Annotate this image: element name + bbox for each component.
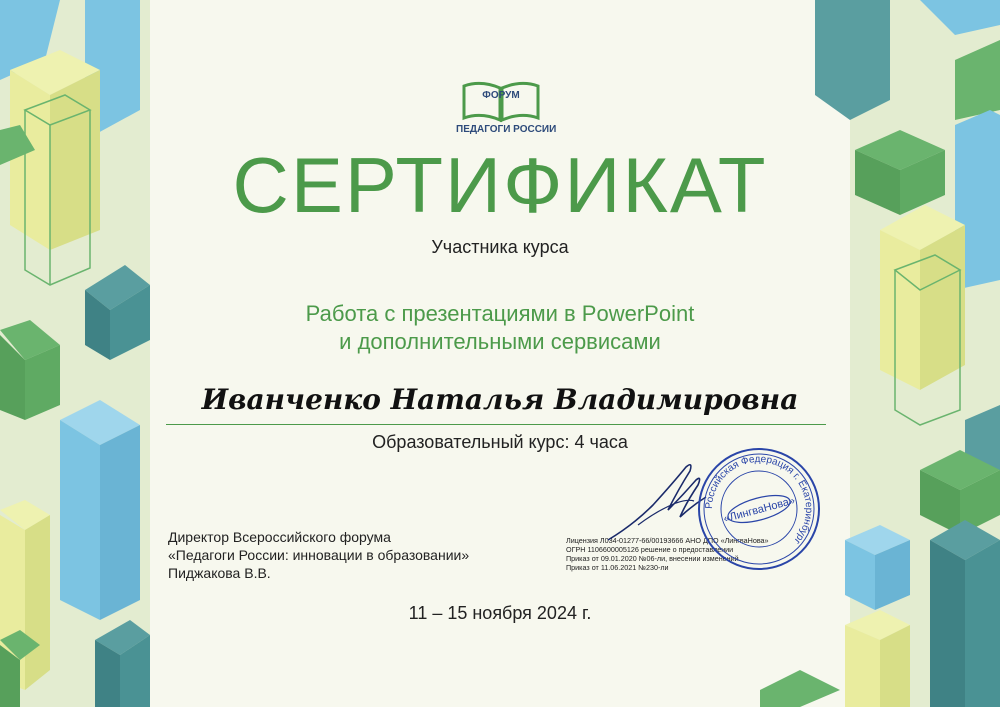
license-line-4: Приказ от 11.06.2021 №230-ли: [566, 563, 669, 572]
logo-text-teachers: ПЕДАГОГИ РОССИИ: [456, 124, 557, 135]
director-block: [168, 528, 469, 582]
director-title: Директор Всероссийского форума: [168, 529, 391, 545]
license-line-2: ОГРН 1106600005126 решение о предоставлении: [566, 545, 734, 554]
course-title-line-1: Работа с презентациями в PowerPoint: [305, 301, 695, 326]
certificate-title: СЕРТИФИКАТ: [232, 141, 768, 229]
director-forum-name: «Педагоги России: инновации в образовании»: [168, 547, 470, 563]
course-title-line-2: и дополнительными сервисами: [339, 329, 661, 354]
license-line-1: Лицензия Л034-01277-66/00193666 АНО ДПО «ЛингваНова»: [566, 536, 769, 545]
forum-logo: [456, 80, 557, 140]
name-underline: [166, 424, 826, 425]
seal-center-text: «ЛингваНова»: [722, 494, 797, 526]
seal-ring-text: Российская Федерация г. Екатеринбург: [703, 453, 815, 547]
organization-seal: [696, 446, 822, 572]
director-name: Пиджакова В.В.: [168, 565, 271, 581]
course-title: [0, 300, 1000, 356]
logo-text-forum: ФОРУМ: [482, 90, 520, 101]
course-hours: Образовательный курс: 4 часа: [372, 432, 628, 452]
course-dates: 11 – 15 ноября 2024 г.: [408, 603, 592, 623]
svg-text:Российская Федерация г. Екатер: [704, 454, 814, 546]
certificate-subtitle: Участника курса: [431, 237, 569, 257]
recipient-name: Иванченко Наталья Владимировна: [201, 383, 799, 416]
license-line-3: Приказ от 09.01.2020 №06-ли, внесении изменений: [566, 554, 739, 563]
